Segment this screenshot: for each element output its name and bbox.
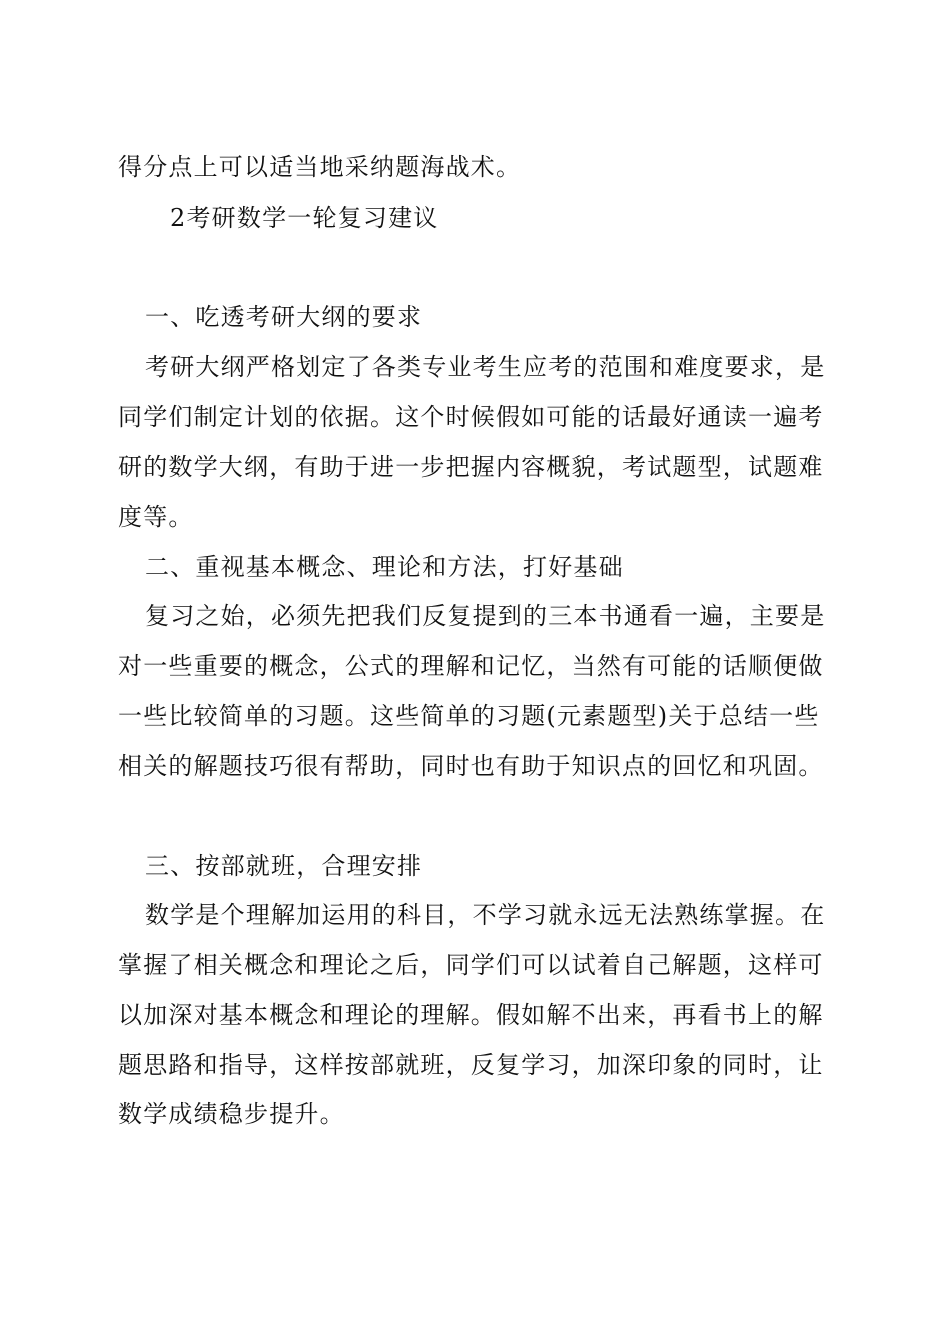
paragraph-line: 考研大纲严格划定了各类专业考生应考的范围和难度要求，是 — [145, 353, 826, 381]
paragraph-line: 以加深对基本概念和理论的理解。假如解不出来，再看书上的解 — [118, 1001, 824, 1029]
paragraph-line: 度等。 — [118, 503, 194, 531]
paragraph-line: 题思路和指导，这样按部就班，反复学习，加深印象的同时，让 — [118, 1051, 824, 1079]
subheading-1: 一、吃透考研大纲的要求 — [145, 303, 423, 331]
section-heading: 2考研数学一轮复习建议 — [170, 204, 439, 232]
paragraph-line: 研的数学大纲，有助于进一步把握内容概貌，考试题型，试题难 — [118, 453, 824, 481]
subheading-2: 二、重视基本概念、理论和方法，打好基础 — [145, 553, 624, 581]
subheading-3: 三、按部就班，合理安排 — [145, 852, 423, 880]
paragraph-line: 得分点上可以适当地采纳题海战术。 — [118, 153, 522, 181]
paragraph-line: 同学们制定计划的依据。这个时候假如可能的话最好通读一遍考 — [118, 403, 824, 431]
paragraph-line: 相关的解题技巧很有帮助，同时也有助于知识点的回忆和巩固。 — [118, 752, 824, 780]
paragraph-line: 数学成绩稳步提升。 — [118, 1100, 345, 1128]
paragraph-line: 一些比较简单的习题。这些简单的习题(元素题型)关于总结一些 — [118, 702, 820, 730]
paragraph-line: 数学是个理解加运用的科目，不学习就永远无法熟练掌握。在 — [145, 901, 826, 929]
paragraph-line: 掌握了相关概念和理论之后，同学们可以试着自己解题，这样可 — [118, 951, 824, 979]
paragraph-line: 对一些重要的概念，公式的理解和记忆，当然有可能的话顺便做 — [118, 652, 824, 680]
paragraph-line: 复习之始，必须先把我们反复提到的三本书通看一遍，主要是 — [145, 602, 826, 630]
